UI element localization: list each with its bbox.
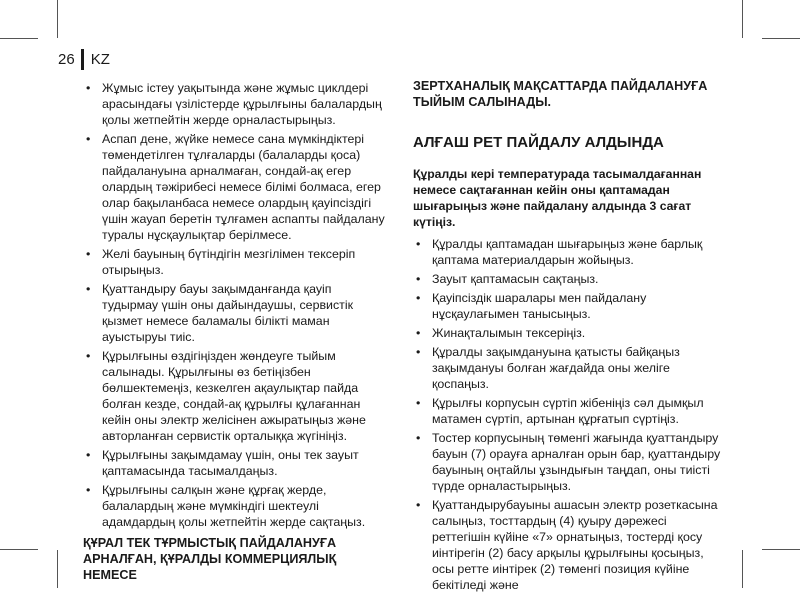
crop-mark — [57, 0, 58, 38]
list-item: • Тостер корпусының төменгі жағында қуаттандыру бауын (7) орауға арналған орын бар, қуаттандыру бауының оңтайлы ұзындығын таңдап, оны тиісті түрде орналастырыңыз. — [413, 430, 721, 494]
left-column — [83, 80, 386, 583]
page-number: 26 — [58, 50, 75, 68]
crop-mark — [762, 549, 800, 550]
header-divider — [81, 49, 84, 70]
list-item: • Құралды зақымдануына қатысты байқаңыз зақымдануы болған жағдайда оны желіге қоспаңыз. — [413, 344, 721, 392]
list-item: • Құрылғыны өздігіңізден жөндеуге тыйым салынады. Құрылғыны өз бетіңізбен бөлшектемеңіз, кезкелген ақаулықтар пайда болған кезде, сондай-ақ құрылғы құлағаннан кейін оны электр желісінен ажыратыңыз және авторланған сервистік орталыққа жүгініңіз. — [83, 348, 386, 444]
crop-mark — [742, 0, 743, 38]
bullet-list — [413, 236, 721, 593]
list-item: • Жинақталымын тексеріңіз. — [413, 325, 721, 341]
warning-heading-continued: ЗЕРТХАНАЛЫҚ МАҚСАТТАРДА ПАЙДАЛАНУҒА ТЫЙЫМ САЛЫНАДЫ. — [413, 79, 708, 109]
list-item: • Құрылғыны зақымдамау үшін, оны тек зауыт қаптамасында тасымалдаңыз. — [83, 447, 386, 479]
list-item: • Қуаттандырубауыны ашасын электр розеткасына салыңыз, тосттардың (4) қуыру дәрежесі реттегішін күйіне «7» орнатыңыз, тостерді қосу иінтірегін (2) басу арқылы құрылғыны қосыңыз, осы ретте иінтірек (2) төменгі позиция күйіне бекітіледі және — [413, 497, 721, 593]
list-item: • Аспап дене, жүйке немесе сана мүмкіндіктері төмендетілген тұлғаларды (балаларды қоса) пайдалануына арналмаған, сондай-ақ егер олардың тәжірибесі немесе білімі болмаса, егер олар бақыланбаса немесе олардың қауіпсіздігі үшін жауап беретін тұлғамен аспапты пайдалану туралы нұсқаулықтар берілмесе. — [83, 131, 386, 243]
crop-mark — [762, 38, 800, 39]
crop-mark — [742, 550, 743, 588]
list-item: • Зауыт қаптамасын сақтаңыз. — [413, 271, 721, 287]
language-code: KZ — [90, 50, 110, 68]
list-item: • Қауіпсіздік шаралары мен пайдалану нұсқаулағымен танысыңыз. — [413, 290, 721, 322]
right-column — [413, 78, 721, 596]
list-item: • Құралды қаптамадан шығарыңыз және барлық қаптама материалдарын жойыңыз. — [413, 236, 721, 268]
list-item: • Желі бауының бүтіндігін мезгілімен тексеріп отырыңыз. — [83, 246, 386, 278]
section-title: АЛҒАШ РЕТ ПАЙДАЛУ АЛДЫНДА — [413, 134, 664, 151]
crop-mark — [57, 550, 58, 588]
crop-mark — [0, 38, 38, 39]
list-item: • Жұмыс істеу уақытында және жұмыс циклдері арасындағы үзілістерде құрылғыны балалардың қолы жетпейтін жерде орналастырыңыз. — [83, 80, 386, 128]
page-header — [58, 47, 110, 71]
warning-heading: ҚҰРАЛ ТЕК ТҰРМЫСТЫҚ ПАЙДАЛАНУҒА АРНАЛҒАН, ҚҰРАЛДЫ КОММЕРЦИЯЛЫҚ НЕМЕСЕ — [83, 536, 337, 582]
bullet-list — [83, 80, 386, 530]
list-item: • Құрылғы корпусын сүртіп жібеніңіз сәл дымқыл матамен сүртіп, артынан құрғатып сүртіңіз. — [413, 395, 721, 427]
crop-mark — [0, 549, 38, 550]
list-item: • Қуаттандыру бауы зақымданғанда қауіп тудырмау үшін оны дайындаушы, сервистік қызмет немесе баламалы білікті маман ауыстыруы тиіс. — [83, 281, 386, 345]
list-item: • Құрылғыны салқын және құрғақ жерде, балалардың және мүмкіндігі шектеулі адамдардың қолы жетпейтін жерде сақтаңыз. — [83, 482, 386, 530]
bold-paragraph: Құралды кері температурада тасымалдағаннан немесе сақтағаннан кейін оны қаптамадан шығарыңыз және пайдалану алдында 3 сағат күтіңіз. — [413, 167, 702, 229]
